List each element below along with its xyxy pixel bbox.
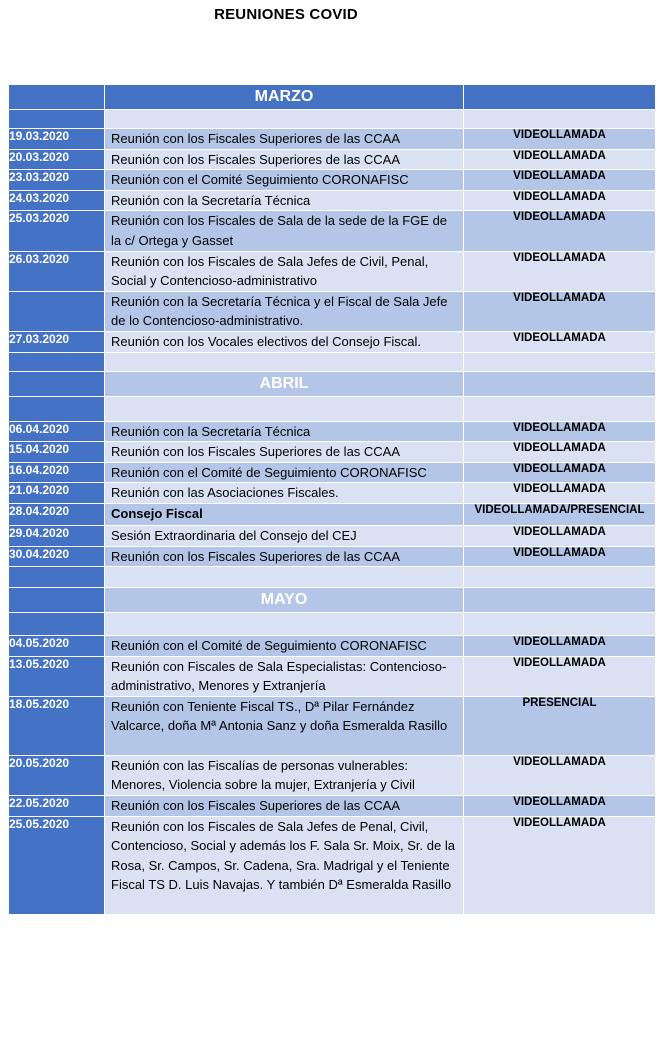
meeting-description: Reunión con el Comité Seguimiento CORONAFISC [105, 170, 464, 191]
meeting-mode: VIDEOLLAMADA [464, 149, 656, 170]
meeting-description: Reunión con la Secretaría Técnica y el Fiscal de Sala Jefe de lo Contencioso-administrativo. [105, 291, 464, 331]
table-row [9, 656, 656, 696]
meeting-description: Reunión con Teniente Fiscal TS., Dª Pilar Fernández Valcarce, doña Mª Antonia Sanz y doña Esmeralda Rasillo [105, 696, 464, 755]
meeting-date: 30.04.2020 [9, 546, 105, 567]
meeting-description: Reunión con la Secretaría Técnica [105, 421, 464, 442]
meeting-date: 22.05.2020 [9, 796, 105, 817]
spacer-row [9, 110, 656, 129]
meeting-mode: VIDEOLLAMADA [464, 129, 656, 150]
meeting-mode: VIDEOLLAMADA [464, 816, 656, 914]
meeting-description: Consejo Fiscal [105, 503, 464, 525]
table-row [9, 211, 656, 251]
meeting-description: Reunión con las Fiscalías de personas vulnerables: Menores, Violencia sobre la mujer, Extranjería y Civil [105, 755, 464, 795]
meeting-date: 24.03.2020 [9, 190, 105, 211]
table-row [9, 170, 656, 191]
meeting-mode: VIDEOLLAMADA [464, 291, 656, 331]
meeting-mode: VIDEOLLAMADA [464, 483, 656, 504]
meeting-mode: VIDEOLLAMADA [464, 442, 656, 463]
meeting-description: Reunión con los Fiscales Superiores de las CCAA [105, 442, 464, 463]
meeting-date: 27.03.2020 [9, 331, 105, 352]
spacer-row [9, 396, 656, 421]
month-header-marzo [9, 85, 656, 110]
month-header-cell [9, 85, 105, 110]
table-row [9, 442, 656, 463]
meeting-description: Sesión Extraordinaria del Consejo del CEJ [105, 525, 464, 546]
meeting-mode: VIDEOLLAMADA [464, 251, 656, 291]
meeting-description: Reunión con los Fiscales de Sala Jefes de Penal, Civil, Contencioso, Social y además los F. Sala Sr. Moix, Sr. de la Rosa, Sr. Campos, Sr. Cadena, Sra. Madrigal y el Teniente Fiscal TS D. Luis Navajas. Y también Dª Esmeralda Rasillo [105, 816, 464, 914]
meeting-description: Reunión con el Comité de Seguimiento CORONAFISC [105, 462, 464, 483]
table-row [9, 149, 656, 170]
meeting-mode: VIDEOLLAMADA [464, 796, 656, 817]
meeting-mode: VIDEOLLAMADA [464, 170, 656, 191]
meeting-date: 19.03.2020 [9, 129, 105, 150]
meeting-description: Reunión con los Fiscales de Sala de la sede de la FGE de la c/ Ortega y Gasset [105, 211, 464, 251]
month-header-cell [9, 588, 105, 613]
month-header-mayo [9, 588, 656, 613]
table-row [9, 636, 656, 657]
meeting-date: 25.03.2020 [9, 211, 105, 251]
meeting-mode: VIDEOLLAMADA [464, 421, 656, 442]
meeting-description: Reunión con los Fiscales Superiores de las CCAA [105, 149, 464, 170]
meeting-date: 15.04.2020 [9, 442, 105, 463]
table-row [9, 483, 656, 504]
meeting-date: 26.03.2020 [9, 251, 105, 291]
spacer-row [9, 567, 656, 588]
meeting-date: 29.04.2020 [9, 525, 105, 546]
meeting-date [9, 291, 105, 331]
meeting-date: 13.05.2020 [9, 656, 105, 696]
meeting-mode: VIDEOLLAMADA/PRESENCIAL [464, 503, 656, 525]
month-label-mayo: MAYO [105, 588, 464, 613]
table-row [9, 525, 656, 546]
table-row [9, 190, 656, 211]
month-header-abril [9, 371, 656, 396]
month-header-cell [464, 371, 656, 396]
meeting-description: Reunión con el Comité de Seguimiento CORONAFISC [105, 636, 464, 657]
meeting-date: 20.03.2020 [9, 149, 105, 170]
table-row [9, 503, 656, 525]
month-header-cell [464, 85, 656, 110]
spacer-row [9, 352, 656, 371]
meeting-date: 23.03.2020 [9, 170, 105, 191]
table-row [9, 129, 656, 150]
meeting-description: Reunión con los Fiscales Superiores de las CCAA [105, 129, 464, 150]
table-row [9, 421, 656, 442]
meeting-description: Reunión con los Fiscales de Sala Jefes de Civil, Penal, Social y Contencioso-administrativo [105, 251, 464, 291]
table-row [9, 755, 656, 795]
table-row [9, 696, 656, 755]
meeting-mode: VIDEOLLAMADA [464, 190, 656, 211]
month-header-cell [9, 371, 105, 396]
meeting-date: 20.05.2020 [9, 755, 105, 795]
meeting-mode: VIDEOLLAMADA [464, 211, 656, 251]
meeting-date: 18.05.2020 [9, 696, 105, 755]
meeting-date: 21.04.2020 [9, 483, 105, 504]
table-row [9, 291, 656, 331]
meeting-mode: VIDEOLLAMADA [464, 331, 656, 352]
meeting-description: Reunión con los Fiscales Superiores de las CCAA [105, 796, 464, 817]
meeting-date: 04.05.2020 [9, 636, 105, 657]
meeting-mode: VIDEOLLAMADA [464, 525, 656, 546]
meeting-mode: VIDEOLLAMADA [464, 546, 656, 567]
meeting-mode: VIDEOLLAMADA [464, 755, 656, 795]
meeting-mode: PRESENCIAL [464, 696, 656, 755]
month-label-marzo: MARZO [105, 85, 464, 110]
table-row [9, 462, 656, 483]
table-row [9, 546, 656, 567]
table-row [9, 796, 656, 817]
meeting-description: Reunión con los Fiscales Superiores de las CCAA [105, 546, 464, 567]
meeting-description: Reunión con los Vocales electivos del Consejo Fiscal. [105, 331, 464, 352]
month-header-cell [464, 588, 656, 613]
table-row [9, 816, 656, 914]
table-row [9, 331, 656, 352]
meeting-date: 28.04.2020 [9, 503, 105, 525]
month-label-abril: ABRIL [105, 371, 464, 396]
meeting-description: Reunión con las Asociaciones Fiscales. [105, 483, 464, 504]
meeting-description: Reunión con Fiscales de Sala Especialistas: Contencioso-administrativo, Menores y Extranjería [105, 656, 464, 696]
meetings-table [8, 84, 656, 915]
meeting-date: 16.04.2020 [9, 462, 105, 483]
meeting-mode: VIDEOLLAMADA [464, 636, 656, 657]
meeting-description: Reunión con la Secretaría Técnica [105, 190, 464, 211]
meeting-date: 06.04.2020 [9, 421, 105, 442]
spacer-row [9, 613, 656, 636]
meeting-mode: VIDEOLLAMADA [464, 462, 656, 483]
meeting-mode: VIDEOLLAMADA [464, 656, 656, 696]
meeting-date: 25.05.2020 [9, 816, 105, 914]
table-row [9, 251, 656, 291]
document-title: REUNIONES COVID [214, 6, 358, 23]
